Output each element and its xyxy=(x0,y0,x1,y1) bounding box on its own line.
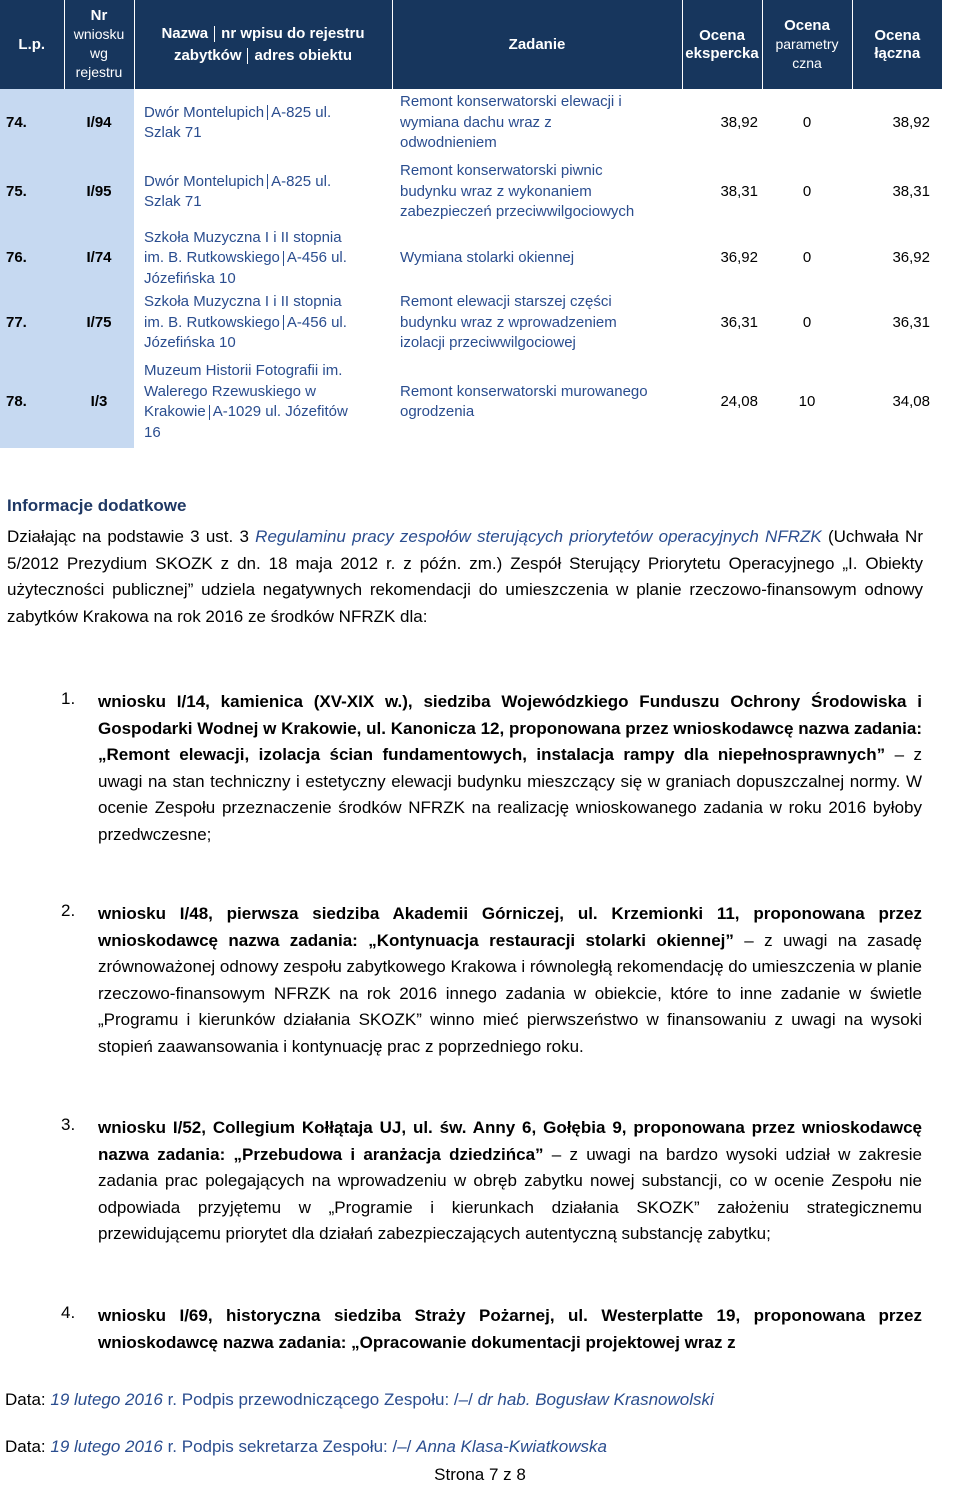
cell-nr-wniosku: I/94 xyxy=(64,89,134,157)
cell-lp: 77. xyxy=(0,290,64,356)
cell-nr-wniosku: I/74 xyxy=(64,227,134,290)
list-item-number: 4. xyxy=(61,1303,76,1322)
cell-nr-wniosku: I/75 xyxy=(64,290,134,356)
header-lp: L.p. xyxy=(0,0,64,89)
header-nazwa: Nazwa nr wpisu do rejestru zabytków adres obiektu xyxy=(134,0,392,89)
cell-ocena-parametryczna: 0 xyxy=(802,113,812,131)
header-nr-wniosku: Nr wniosku wg rejestru xyxy=(64,0,134,89)
cell-ocena-laczna: 38,31 xyxy=(892,182,930,200)
table-row xyxy=(0,356,942,448)
cell-object: Dwór Montelupich A-825 ul. Szlak 71 xyxy=(144,103,332,141)
page-number: Strona 7 z 8 xyxy=(434,1465,526,1484)
header-ocena-parametryczna: Ocena parametry czna xyxy=(762,0,852,89)
cell-ocena-ekspercka: 24,08 xyxy=(720,392,758,410)
cell-lp: 75. xyxy=(0,157,64,227)
cell-nr-wniosku: I/3 xyxy=(64,356,134,448)
signature-secretary: Data: 19 lutego 2016 r. Podpis sekretarza Zespołu: /–/ Anna Klasa-Kwiatkowska xyxy=(5,1437,607,1456)
table-row xyxy=(0,227,942,290)
list-item-text: wniosku I/14, kamienica (XV-XIX w.), siedziba Wojewódzkiego Funduszu Ochrony Środowiska i Gospodarki Wodnej w Krakowie, ul. Kanonicza 12, proponowana przez wnioskodawcę nazwa zadania: „Remont elewacji, izolacja ścian fundamentowych, instalacja rampy dla niepełnosprawnych” – z uwagi na stan techniczny i estetyczny elewacji budynku mieszczący się w graniach dopuszczalnej normy. W ocenie Zespołu przeznaczenie środków NFRZK na realizację wnioskowanego zadania w roku 2016 byłoby przedwczesne; xyxy=(98,692,922,844)
cell-ocena-ekspercka: 38,31 xyxy=(720,182,758,200)
list-item-text: wniosku I/52, Collegium Kołłątaja UJ, ul. św. Anny 6, Gołębia 9, proponowana przez wnioskodawcę nazwa zadania: „Przebudowa i aranżacja dziedzińca” – z uwagi na bardzo wysoki udział w zakresie zadania prac polegających na wprowadzeniu w obręb zabytku nowej substancji, co w ocenie Zespołu nie odpowiada przyjętemu w „Programie i kierunkach działania SKOZK” założeniu strategicznemu przewidującemu priorytet dla działań zabezpieczających autentyczną substancję zabytku; xyxy=(98,1118,922,1243)
cell-object: Dwór Montelupich A-825 ul. Szlak 71 xyxy=(144,172,332,210)
cell-task: Remont konserwatorski piwnic budynku wraz z wykonaniem zabezpieczeń przeciwwilgociowych xyxy=(400,162,635,221)
section-heading: Informacje dodatkowe xyxy=(7,496,187,515)
cell-ocena-laczna: 38,92 xyxy=(892,113,930,131)
header-ocena-ekspercka: Ocena ekspercka xyxy=(682,0,762,89)
table-header-row xyxy=(0,0,942,89)
cell-ocena-parametryczna: 0 xyxy=(802,313,812,331)
list-item-number: 3. xyxy=(61,1115,76,1134)
header-zadanie: Zadanie xyxy=(392,0,682,89)
cell-object: Muzeum Historii Fotografii im. Walerego Rzewuskiego w Krakowie A-1029 ul. Józefitów 16 xyxy=(144,362,348,441)
table-row xyxy=(0,290,942,356)
cell-ocena-parametryczna: 10 xyxy=(798,392,816,410)
cell-task: Remont konserwatorski murowanego ogrodzenia xyxy=(400,382,648,420)
cell-lp: 78. xyxy=(0,356,64,448)
cell-lp: 76. xyxy=(0,227,64,290)
cell-ocena-parametryczna: 0 xyxy=(802,182,812,200)
cell-task: Wymiana stolarki okiennej xyxy=(400,249,575,267)
cell-ocena-laczna: 36,92 xyxy=(892,249,930,267)
cell-task: Remont elewacji starszej części budynku wraz z wprowadzeniem izolacji przeciwwilgociowej xyxy=(400,293,617,352)
cell-task: Remont konserwatorski elewacji i wymiana dachu wraz z odwodnieniem xyxy=(400,93,622,152)
cell-object: Szkoła Muzyczna I i II stopnia im. B. Rutkowskiego A-456 ul. Józefińska 10 xyxy=(144,293,347,352)
cell-ocena-parametryczna: 0 xyxy=(802,249,812,267)
cell-object: Szkoła Muzyczna I i II stopnia im. B. Rutkowskiego A-456 ul. Józefińska 10 xyxy=(144,228,347,287)
register-table xyxy=(0,0,942,448)
header-ocena-laczna: Ocena łączna xyxy=(852,0,942,89)
cell-ocena-ekspercka: 36,92 xyxy=(720,249,758,267)
list-item-text: wniosku I/69, historyczna siedziba Straży Pożarnej, ul. Westerplatte 19, proponowana przez wnioskodawcę nazwa zadania: „Opracowanie dokumentacji projektowej wraz z xyxy=(98,1306,922,1352)
table-row xyxy=(0,89,942,157)
list-item-number: 1. xyxy=(61,689,76,708)
cell-lp: 74. xyxy=(0,89,64,157)
signature-chair: Data: 19 lutego 2016 r. Podpis przewodniczącego Zespołu: /–/ dr hab. Bogusław Krasnowolski xyxy=(5,1390,714,1409)
cell-ocena-ekspercka: 36,31 xyxy=(720,313,758,331)
cell-ocena-ekspercka: 38,92 xyxy=(720,113,758,131)
list-item-text: wniosku I/48, pierwsza siedziba Akademii Górniczej, ul. Krzemionki 11, proponowana przez wnioskodawcę nazwa zadania: „Kontynuacja restauracji stolarki okiennej” – z uwagi na zasadę zrównoważonej odnowy zespołu zabytkowego Krakowa i równoległą rekomendację do umieszczenia w planie rzeczowo-finansowym NFRZK na rok 2016 innego zadania w obiekcie, które to inne zadanie w świetle „Programu i kierunków działania SKOZK” winno mieć pierwszeństwo w finansowaniu z uwagi na wysoki stopień zaawansowania i kontynuację prac z poprzedniego roku. xyxy=(98,904,923,1056)
cell-ocena-laczna: 36,31 xyxy=(892,313,930,331)
cell-ocena-laczna: 34,08 xyxy=(892,392,930,410)
list-item-number: 2. xyxy=(61,901,76,920)
table-row xyxy=(0,157,942,227)
info-paragraph: Działając na podstawie 3 ust. 3 Regulaminu pracy zespołów sterujących priorytetów operacyjnych NFRZK (Uchwała Nr 5/2012 Prezydium SKOZK z dn. 18 maja 2012 r. z późn. zm.) Zespół Sterujący Priorytetu Operacyjnego „I. Obiekty użyteczności publicznej” udziela negatywnych rekomendacji do umieszczenia w planie rzeczowo-finansowym odnowy zabytków Krakowa na rok 2016 ze środków NFRZK dla: xyxy=(7,527,923,626)
cell-nr-wniosku: I/95 xyxy=(64,157,134,227)
